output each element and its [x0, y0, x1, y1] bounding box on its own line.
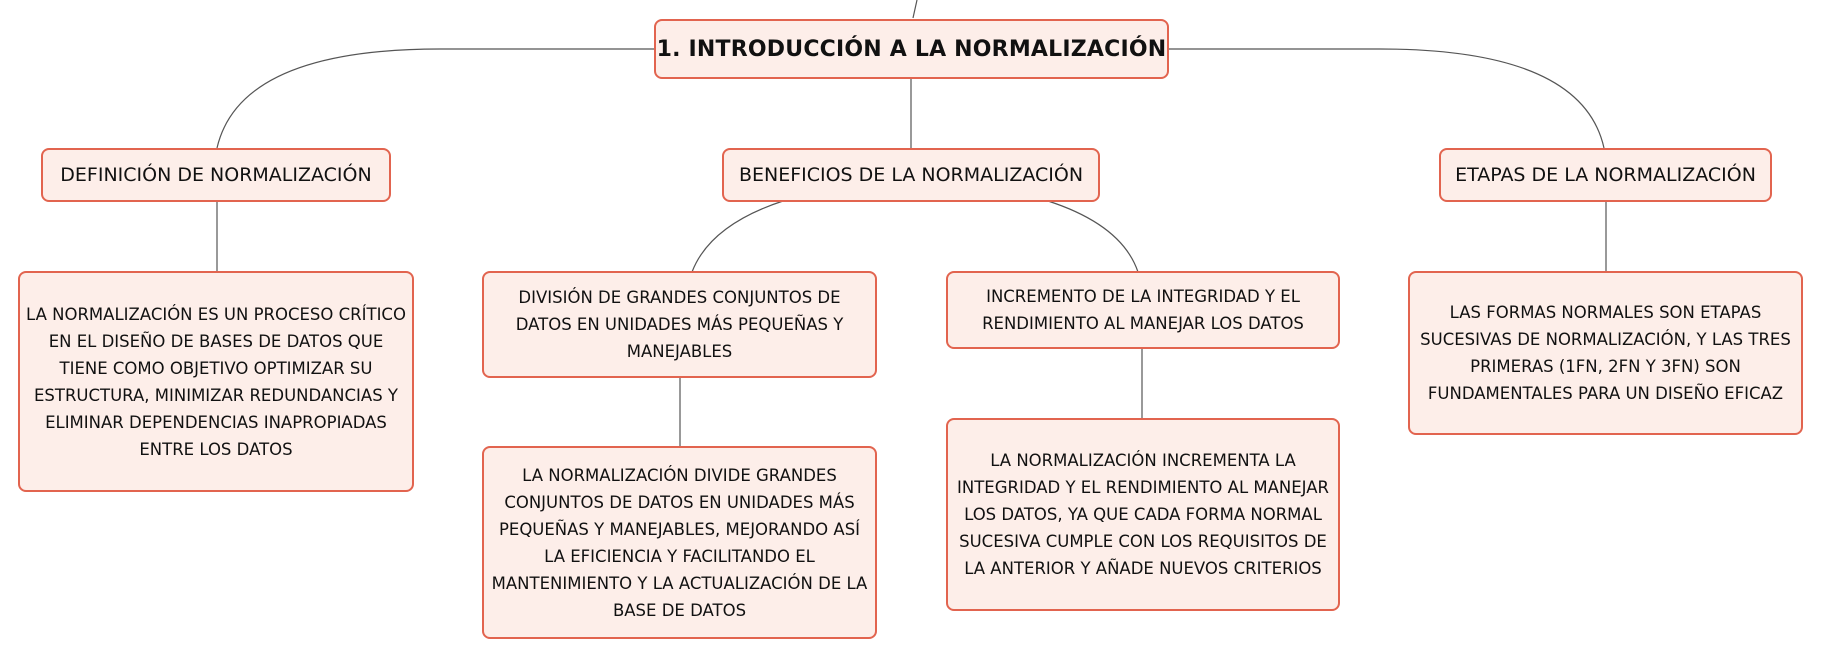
- topic-beneficios[interactable]: [722, 148, 1100, 202]
- root-topic-label: 1. INTRODUCCIÓN A LA NORMALIZACIÓN: [656, 36, 1167, 62]
- topic-beneficios-label: BENEFICIOS DE LA NORMALIZACIÓN: [738, 164, 1084, 186]
- topic-definicion-label: DEFINICIÓN DE NORMALIZACIÓN: [60, 164, 372, 186]
- topic-etapas[interactable]: [1439, 148, 1772, 202]
- detail-division-text: LA NORMALIZACIÓN DIVIDE GRANDES CONJUNTOS DE DATOS EN UNIDADES MÁS PEQUEÑAS Y MANEJABLES, MEJORANDO ASÍ LA EFICIENCIA Y FACILITANDO EL MANTENIMIENTO Y LA ACTUALIZACIÓN DE LA BASE DE DATOS: [491, 465, 868, 620]
- connector-root-definicion: [217, 49, 656, 148]
- detail-incremento-text: LA NORMALIZACIÓN INCREMENTA LA INTEGRIDAD Y EL RENDIMIENTO AL MANEJAR LOS DATOS, YA QUE CADA FORMA NORMAL SUCESIVA CUMPLE CON LOS REQUISITOS DE LA ANTERIOR Y AÑADE NUEVOS CRITERIOS: [957, 451, 1329, 578]
- topic-etapas-label: ETAPAS DE LA NORMALIZACIÓN: [1455, 164, 1756, 186]
- topic-definicion[interactable]: [41, 148, 391, 202]
- detail-definicion[interactable]: [18, 271, 414, 492]
- connector-beneficios-division: [692, 201, 783, 272]
- connector-beneficios-incremento: [1048, 201, 1138, 272]
- detail-etapas[interactable]: [1408, 271, 1803, 435]
- subtopic-incremento[interactable]: [946, 271, 1340, 349]
- subtopic-incremento-label: INCREMENTO DE LA INTEGRIDAD Y EL RENDIMIENTO AL MANEJAR LOS DATOS: [982, 287, 1304, 333]
- connector-root-etapas: [1168, 49, 1604, 148]
- detail-etapas-text: LAS FORMAS NORMALES SON ETAPAS SUCESIVAS DE NORMALIZACIÓN, Y LAS TRES PRIMERAS (1FN, 2FN Y 3FN) SON FUNDAMENTALES PARA UN DISEÑO EFICAZ: [1420, 303, 1791, 403]
- subtopic-division-label: DIVISIÓN DE GRANDES CONJUNTOS DE DATOS EN UNIDADES MÁS PEQUEÑAS Y MANEJABLES: [515, 288, 844, 361]
- connector-incoming: [913, 0, 917, 18]
- detail-incremento[interactable]: [946, 418, 1340, 611]
- detail-definicion-text: LA NORMALIZACIÓN ES UN PROCESO CRÍTICO EN EL DISEÑO DE BASES DE DATOS QUE TIENE COMO OBJETIVO OPTIMIZAR SU ESTRUCTURA, MINIMIZAR REDUNDANCIAS Y ELIMINAR DEPENDENCIAS INAPROPIADAS ENTRE LOS DATOS: [26, 304, 406, 459]
- subtopic-division[interactable]: [482, 271, 877, 378]
- root-topic[interactable]: [654, 19, 1169, 79]
- detail-division[interactable]: [482, 446, 877, 639]
